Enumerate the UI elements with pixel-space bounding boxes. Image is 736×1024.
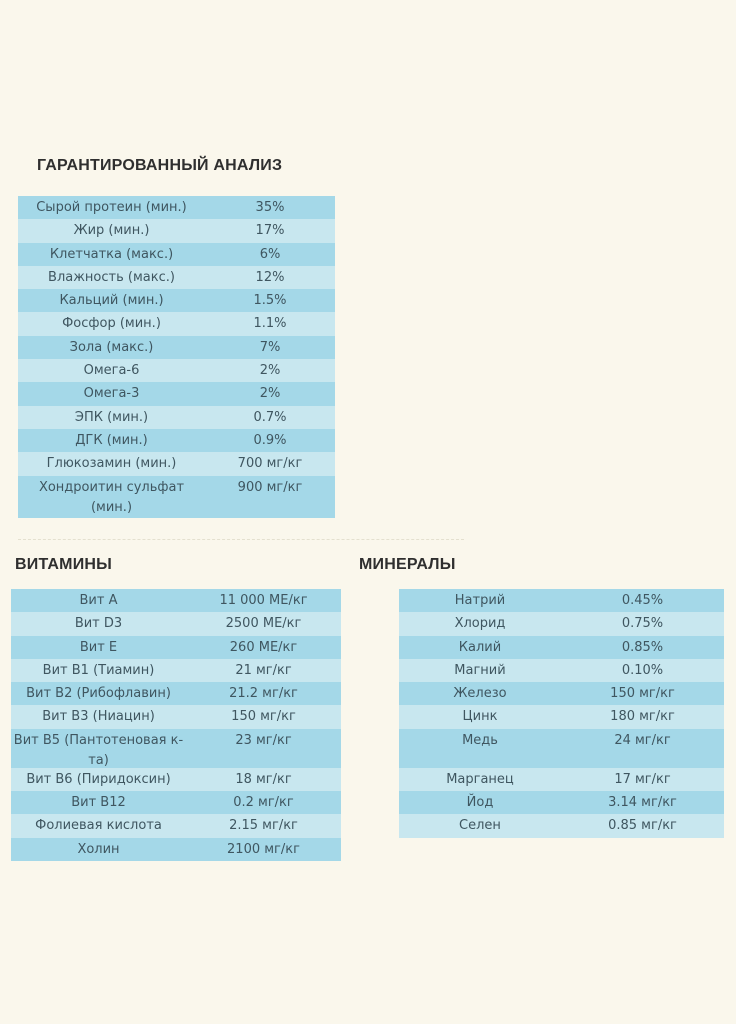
table-row [18, 289, 335, 312]
table-row [18, 406, 335, 429]
nutrient-name: Фосфор (мин.) [62, 316, 161, 332]
nutrient-value: 11 000 МЕ/кг [219, 593, 308, 608]
nutrient-value: 6% [259, 246, 281, 262]
nutrient-name: Медь [462, 732, 498, 748]
nutrient-value: 17% [255, 223, 285, 239]
table-row [11, 729, 341, 768]
table-row [399, 768, 724, 791]
nutrient-name: Вит B6 (Пиридоксин) [26, 771, 171, 787]
table-row [11, 682, 341, 705]
nutrient-value: 1.1% [253, 316, 287, 332]
table-row [11, 659, 341, 682]
guaranteed-analysis-table [18, 196, 335, 518]
nutrient-name: Вит B5 (Пантотеновая к-та) [13, 732, 184, 768]
nutrient-value: 0.7% [253, 409, 287, 425]
table-row [11, 589, 341, 612]
table-row [399, 612, 724, 635]
nutrient-value: 7% [259, 339, 281, 355]
nutrient-name: Кальций (мин.) [59, 293, 164, 309]
nutrient-name: Хлорид [454, 616, 506, 632]
nutrient-name: Вит D3 [74, 616, 123, 632]
nutrient-name: Вит E [79, 639, 118, 655]
table-row [11, 636, 341, 659]
table-row [399, 729, 724, 768]
guaranteed-analysis-heading: ГАРАНТИРОВАННЫЙ АНАЛИЗ [37, 157, 283, 174]
nutrient-name: Магний [454, 662, 506, 678]
nutrient-value: 0.10% [621, 662, 664, 678]
nutrient-value: 21.2 мг/кг [229, 686, 298, 702]
nutrient-name: Вит А [79, 593, 118, 608]
nutrient-name: Жир (мин.) [73, 223, 150, 239]
table-row [18, 196, 335, 219]
nutrient-value: 21 мг/кг [235, 662, 292, 678]
nutrient-value: 180 мг/кг [610, 709, 675, 725]
nutrient-value: 2500 МЕ/кг [225, 616, 302, 632]
nutrient-value: 12% [255, 269, 285, 285]
nutrient-name: Омега-3 [83, 386, 140, 402]
nutrient-value: 2.15 мг/кг [229, 818, 298, 834]
nutrient-value: 18 мг/кг [235, 771, 292, 787]
table-row [11, 791, 341, 814]
nutrient-value: 24 мг/кг [614, 732, 671, 748]
nutrient-name: ЭПК (мин.) [74, 409, 149, 425]
table-row [18, 219, 335, 242]
vitamins-heading: ВИТАМИНЫ [15, 556, 113, 573]
nutrient-value: 3.14 мг/кг [608, 795, 677, 811]
table-row [399, 636, 724, 659]
nutrient-name: ДГК (мин.) [75, 432, 148, 448]
table-row [399, 659, 724, 682]
nutrient-name: Глюкозамин (мин.) [46, 456, 177, 472]
table-row [18, 266, 335, 289]
vitamins-table [11, 589, 341, 861]
table-row [399, 814, 724, 837]
minerals-heading: МИНЕРАЛЫ [359, 556, 456, 573]
nutrient-name: Селен [459, 818, 501, 834]
nutrient-name: Омега-6 [83, 363, 140, 379]
nutrient-value: 0.75% [621, 616, 664, 632]
nutrient-name: Вит B1 (Тиамин) [42, 662, 155, 678]
nutrient-name: Вит B12 [71, 795, 126, 811]
nutrient-value: 2% [259, 363, 281, 379]
nutrient-name: Железо [453, 686, 507, 702]
table-row [399, 682, 724, 705]
table-row [18, 382, 335, 405]
table-row [18, 243, 335, 266]
table-row [11, 838, 341, 861]
table-row [11, 814, 341, 837]
table-row [11, 768, 341, 791]
table-row [18, 452, 335, 475]
nutrient-name: Клетчатка (макс.) [49, 246, 174, 262]
nutrient-value: 2100 мг/кг [227, 841, 300, 857]
nutrient-name: Влажность (макс.) [48, 269, 175, 285]
table-row [11, 612, 341, 635]
nutrient-value: 0.2 мг/кг [233, 795, 294, 811]
nutrient-value: 2% [259, 386, 281, 402]
table-row [399, 589, 724, 612]
table-row [18, 336, 335, 359]
nutrient-value: 1.5% [253, 293, 287, 309]
nutrient-value: 0.45% [621, 593, 664, 608]
nutrient-value: 23 мг/кг [235, 732, 292, 748]
nutrient-name: Зола (макс.) [69, 339, 154, 355]
table-row [18, 312, 335, 335]
nutrient-value: 0.85 мг/кг [608, 818, 677, 834]
nutrient-value: 900 мг/кг [237, 479, 303, 495]
nutrient-name: Сырой протеин (мин.) [36, 200, 187, 215]
table-row [399, 791, 724, 814]
table-row [18, 476, 335, 518]
nutrient-value: 150 мг/кг [610, 686, 675, 702]
nutrient-name: Натрий [454, 593, 506, 608]
nutrient-value: 17 мг/кг [614, 771, 671, 787]
nutrient-name: Марганец [446, 771, 514, 787]
nutrient-name: Вит B2 (Рибофлавин) [26, 686, 171, 702]
nutrient-value: 260 МЕ/кг [229, 639, 298, 655]
table-row [11, 705, 341, 728]
table-row [399, 705, 724, 728]
nutrient-value: 35% [255, 200, 285, 215]
section-divider [18, 539, 464, 540]
minerals-table [399, 589, 724, 838]
nutrient-value: 0.9% [253, 432, 287, 448]
nutrient-name: Холин [77, 841, 120, 857]
nutrient-name: Калий [458, 639, 502, 655]
nutrient-name: Фолиевая кислота [35, 818, 162, 834]
table-row [18, 359, 335, 382]
nutrient-name: Цинк [462, 709, 498, 725]
nutrient-value: 700 мг/кг [237, 456, 303, 472]
nutrient-name: Хондроитин сульфат (мин.) [38, 479, 185, 515]
table-row [18, 429, 335, 452]
nutrient-value: 0.85% [621, 639, 664, 655]
nutrient-name: Йод [466, 795, 494, 811]
nutrient-name: Вит B3 (Ниацин) [42, 709, 155, 725]
nutrient-value: 150 мг/кг [231, 709, 296, 725]
